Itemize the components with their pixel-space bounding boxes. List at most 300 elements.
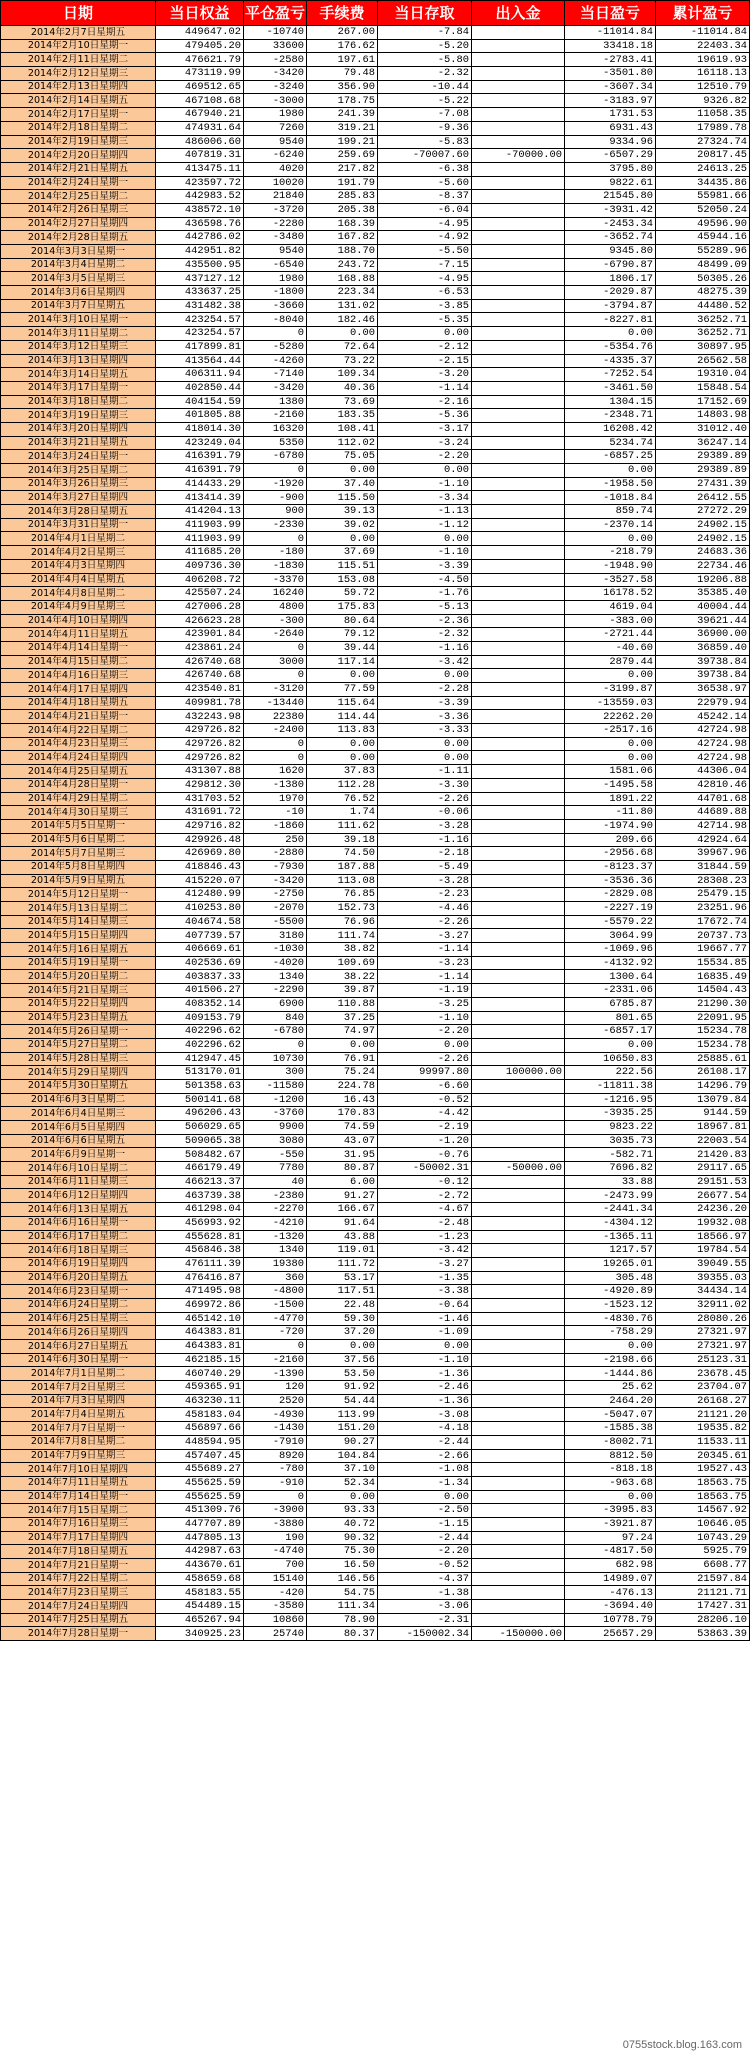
daily-pnl-cell: -2370.14 <box>565 518 656 532</box>
close-pnl-cell: 10730 <box>244 1052 307 1066</box>
equity-cell: 429926.48 <box>156 833 244 847</box>
equity-cell: 486006.60 <box>156 135 244 149</box>
daily-deposit-withdraw-cell: -5.80 <box>378 53 472 67</box>
fee-cell: 119.01 <box>307 1244 378 1258</box>
close-pnl-cell: 40 <box>244 1175 307 1189</box>
fund-transfer-cell <box>472 600 565 614</box>
daily-pnl-cell: 209.66 <box>565 833 656 847</box>
equity-cell: 426969.80 <box>156 847 244 861</box>
close-pnl-cell: 9540 <box>244 245 307 259</box>
fund-transfer-cell <box>472 765 565 779</box>
daily-pnl-cell: 1806.17 <box>565 272 656 286</box>
cumulative-pnl-cell: 10646.05 <box>656 1517 750 1531</box>
date-cell: 2014年4月4日星期五 <box>1 573 156 587</box>
table-row <box>1 217 750 231</box>
fee-cell: 183.35 <box>307 409 378 423</box>
daily-deposit-withdraw-cell: -5.36 <box>378 409 472 423</box>
close-pnl-cell: 0 <box>244 532 307 546</box>
daily-pnl-cell: -2227.19 <box>565 902 656 916</box>
fund-transfer-cell <box>472 518 565 532</box>
cumulative-pnl-cell: 22734.46 <box>656 559 750 573</box>
table-row <box>1 67 750 81</box>
date-cell: 2014年3月13日星期四 <box>1 354 156 368</box>
fund-transfer-cell <box>472 1079 565 1093</box>
cumulative-pnl-cell: 21420.83 <box>656 1148 750 1162</box>
cumulative-pnl-cell: 25123.31 <box>656 1353 750 1367</box>
equity-cell: 458183.55 <box>156 1586 244 1600</box>
daily-deposit-withdraw-cell: -1.16 <box>378 641 472 655</box>
daily-pnl-cell: -3501.80 <box>565 67 656 81</box>
close-pnl-cell: -2880 <box>244 847 307 861</box>
close-pnl-cell: -8040 <box>244 313 307 327</box>
cumulative-pnl-cell: 20737.73 <box>656 929 750 943</box>
table-row <box>1 1038 750 1052</box>
cumulative-pnl-cell: 19667.77 <box>656 943 750 957</box>
date-cell: 2014年3月25日星期二 <box>1 464 156 478</box>
fund-transfer-cell <box>472 1121 565 1135</box>
date-cell: 2014年2月26日星期三 <box>1 203 156 217</box>
fund-transfer-cell <box>472 915 565 929</box>
close-pnl-cell: 3180 <box>244 929 307 943</box>
daily-pnl-cell: 305.48 <box>565 1271 656 1285</box>
date-cell: 2014年4月15日星期二 <box>1 655 156 669</box>
date-cell: 2014年4月3日星期四 <box>1 559 156 573</box>
date-cell: 2014年6月16日星期一 <box>1 1216 156 1230</box>
date-cell: 2014年5月26日星期一 <box>1 1025 156 1039</box>
daily-deposit-withdraw-cell: -5.13 <box>378 600 472 614</box>
cumulative-pnl-cell: 45944.16 <box>656 231 750 245</box>
cumulative-pnl-cell: 42724.98 <box>656 724 750 738</box>
table-row <box>1 984 750 998</box>
fee-cell: 38.82 <box>307 943 378 957</box>
fee-cell: 167.82 <box>307 231 378 245</box>
fund-transfer-cell <box>472 354 565 368</box>
fund-transfer-cell <box>472 1134 565 1148</box>
daily-pnl-cell: 9823.22 <box>565 1121 656 1135</box>
daily-pnl-cell: -2956.68 <box>565 847 656 861</box>
date-cell: 2014年6月4日星期三 <box>1 1107 156 1121</box>
daily-deposit-withdraw-cell: -2.66 <box>378 1449 472 1463</box>
close-pnl-cell: -1380 <box>244 778 307 792</box>
daily-deposit-withdraw-cell: -2.31 <box>378 1613 472 1627</box>
close-pnl-cell: -1800 <box>244 286 307 300</box>
date-cell: 2014年6月24日星期二 <box>1 1298 156 1312</box>
fee-cell: 356.90 <box>307 80 378 94</box>
fund-transfer-cell <box>472 26 565 40</box>
equity-cell: 457407.45 <box>156 1449 244 1463</box>
daily-deposit-withdraw-cell: -1.38 <box>378 1586 472 1600</box>
equity-cell: 433637.25 <box>156 286 244 300</box>
fund-transfer-cell <box>472 505 565 519</box>
cumulative-pnl-cell: 36538.97 <box>656 683 750 697</box>
table-row <box>1 669 750 683</box>
fund-transfer-cell <box>472 1600 565 1614</box>
fee-cell: 285.83 <box>307 190 378 204</box>
daily-deposit-withdraw-cell: -7.08 <box>378 108 472 122</box>
cumulative-pnl-cell: 19619.93 <box>656 53 750 67</box>
fee-cell: 43.07 <box>307 1134 378 1148</box>
table-row <box>1 847 750 861</box>
fund-transfer-cell <box>472 1326 565 1340</box>
daily-pnl-cell: 1581.06 <box>565 765 656 779</box>
daily-pnl-cell: -3921.87 <box>565 1517 656 1531</box>
cumulative-pnl-cell: 53863.39 <box>656 1627 750 1641</box>
table-row <box>1 751 750 765</box>
table-row <box>1 833 750 847</box>
fee-cell: 73.69 <box>307 395 378 409</box>
fee-cell: 80.87 <box>307 1162 378 1176</box>
date-cell: 2014年3月3日星期一 <box>1 245 156 259</box>
fee-cell: 22.48 <box>307 1298 378 1312</box>
daily-pnl-cell: -1523.12 <box>565 1298 656 1312</box>
close-pnl-cell: -3480 <box>244 231 307 245</box>
date-cell: 2014年2月20日星期四 <box>1 149 156 163</box>
date-cell: 2014年4月17日星期四 <box>1 683 156 697</box>
fee-cell: 117.14 <box>307 655 378 669</box>
fee-cell: 39.18 <box>307 833 378 847</box>
daily-deposit-withdraw-cell: -3.17 <box>378 422 472 436</box>
daily-pnl-cell: -1585.38 <box>565 1422 656 1436</box>
fee-cell: 76.91 <box>307 1052 378 1066</box>
daily-deposit-withdraw-cell: -2.44 <box>378 1435 472 1449</box>
fund-transfer-cell <box>472 491 565 505</box>
daily-pnl-cell: -4304.12 <box>565 1216 656 1230</box>
equity-cell: 455625.59 <box>156 1476 244 1490</box>
daily-pnl-cell: 222.56 <box>565 1066 656 1080</box>
close-pnl-cell: -550 <box>244 1148 307 1162</box>
table-row <box>1 1340 750 1354</box>
equity-cell: 409736.30 <box>156 559 244 573</box>
date-cell: 2014年4月23日星期三 <box>1 737 156 751</box>
table-row <box>1 546 750 560</box>
close-pnl-cell: -3880 <box>244 1517 307 1531</box>
daily-pnl-cell: 9822.61 <box>565 176 656 190</box>
close-pnl-cell: 10860 <box>244 1613 307 1627</box>
daily-deposit-withdraw-cell: -5.60 <box>378 176 472 190</box>
equity-cell: 501358.63 <box>156 1079 244 1093</box>
date-cell: 2014年7月17日星期四 <box>1 1531 156 1545</box>
cumulative-pnl-cell: 21121.71 <box>656 1586 750 1600</box>
equity-cell: 426623.28 <box>156 614 244 628</box>
daily-pnl-cell: -2348.71 <box>565 409 656 423</box>
date-cell: 2014年3月10日星期一 <box>1 313 156 327</box>
daily-deposit-withdraw-cell: -3.39 <box>378 696 472 710</box>
cumulative-pnl-cell: 48275.39 <box>656 286 750 300</box>
daily-pnl-cell: 801.65 <box>565 1011 656 1025</box>
fund-transfer-cell <box>472 1216 565 1230</box>
fee-cell: 72.64 <box>307 340 378 354</box>
cumulative-pnl-cell: 29389.89 <box>656 450 750 464</box>
fund-transfer-cell <box>472 984 565 998</box>
fund-transfer-cell <box>472 902 565 916</box>
date-cell: 2014年6月23日星期一 <box>1 1285 156 1299</box>
date-cell: 2014年6月26日星期四 <box>1 1326 156 1340</box>
fee-cell: 37.10 <box>307 1463 378 1477</box>
equity-cell: 426740.68 <box>156 669 244 683</box>
equity-cell: 458183.04 <box>156 1408 244 1422</box>
date-cell: 2014年3月24日星期一 <box>1 450 156 464</box>
table-row <box>1 1011 750 1025</box>
cumulative-pnl-cell: 39621.44 <box>656 614 750 628</box>
fund-transfer-cell <box>472 1175 565 1189</box>
daily-pnl-cell: 0.00 <box>565 464 656 478</box>
cumulative-pnl-cell: 17152.69 <box>656 395 750 409</box>
daily-deposit-withdraw-cell: -4.92 <box>378 231 472 245</box>
date-cell: 2014年5月28日星期三 <box>1 1052 156 1066</box>
fee-cell: 111.72 <box>307 1257 378 1271</box>
date-cell: 2014年3月12日星期三 <box>1 340 156 354</box>
close-pnl-cell: 0 <box>244 737 307 751</box>
equity-cell: 423597.72 <box>156 176 244 190</box>
cumulative-pnl-cell: 20817.45 <box>656 149 750 163</box>
date-cell: 2014年5月12日星期一 <box>1 888 156 902</box>
fee-cell: 168.39 <box>307 217 378 231</box>
cumulative-pnl-cell: 22003.54 <box>656 1134 750 1148</box>
daily-deposit-withdraw-cell: -1.10 <box>378 1353 472 1367</box>
table-header <box>1 1 750 26</box>
fee-cell: 152.73 <box>307 902 378 916</box>
date-cell: 2014年3月19日星期三 <box>1 409 156 423</box>
close-pnl-cell: -4210 <box>244 1216 307 1230</box>
equity-cell: 442786.02 <box>156 231 244 245</box>
date-cell: 2014年3月20日星期四 <box>1 422 156 436</box>
equity-cell: 413475.11 <box>156 162 244 176</box>
close-pnl-cell: -3420 <box>244 381 307 395</box>
fee-cell: 0.00 <box>307 1038 378 1052</box>
daily-pnl-cell: 3064.99 <box>565 929 656 943</box>
fee-cell: 112.28 <box>307 778 378 792</box>
equity-cell: 402850.44 <box>156 381 244 395</box>
daily-pnl-cell: -3931.42 <box>565 203 656 217</box>
equity-cell: 429726.82 <box>156 737 244 751</box>
date-cell: 2014年7月28日星期一 <box>1 1627 156 1641</box>
daily-deposit-withdraw-cell: -150002.34 <box>378 1627 472 1641</box>
daily-pnl-cell: -2517.16 <box>565 724 656 738</box>
cumulative-pnl-cell: 22979.94 <box>656 696 750 710</box>
date-cell: 2014年2月14日星期五 <box>1 94 156 108</box>
close-pnl-cell: 10020 <box>244 176 307 190</box>
daily-deposit-withdraw-cell: -4.67 <box>378 1203 472 1217</box>
table-row <box>1 1093 750 1107</box>
daily-deposit-withdraw-cell: 0.00 <box>378 1490 472 1504</box>
fee-cell: 0.00 <box>307 532 378 546</box>
cumulative-pnl-cell: 16118.13 <box>656 67 750 81</box>
daily-pnl-cell: 0.00 <box>565 327 656 341</box>
blog-watermark: 0755stock.blog.163.com <box>622 2039 742 2051</box>
cumulative-pnl-cell: 36859.40 <box>656 641 750 655</box>
fund-transfer-cell <box>472 190 565 204</box>
equity-cell: 464383.81 <box>156 1340 244 1354</box>
fund-transfer-cell <box>472 53 565 67</box>
fee-cell: 54.44 <box>307 1394 378 1408</box>
fund-transfer-cell <box>472 368 565 382</box>
date-cell: 2014年6月20日星期五 <box>1 1271 156 1285</box>
daily-deposit-withdraw-cell: -2.20 <box>378 450 472 464</box>
fee-cell: 176.62 <box>307 39 378 53</box>
close-pnl-cell: 21840 <box>244 190 307 204</box>
fee-cell: 223.34 <box>307 286 378 300</box>
fee-cell: 39.44 <box>307 641 378 655</box>
close-pnl-cell: -1920 <box>244 477 307 491</box>
equity-cell: 414204.13 <box>156 505 244 519</box>
close-pnl-cell: -4020 <box>244 956 307 970</box>
fund-transfer-cell <box>472 1572 565 1586</box>
daily-pnl-cell: 3035.73 <box>565 1134 656 1148</box>
fund-transfer-cell <box>472 1422 565 1436</box>
close-pnl-cell: -1390 <box>244 1367 307 1381</box>
fund-transfer-cell: -70000.00 <box>472 149 565 163</box>
table-row <box>1 505 750 519</box>
table-row <box>1 956 750 970</box>
close-pnl-cell: -3120 <box>244 683 307 697</box>
close-pnl-cell: 4800 <box>244 600 307 614</box>
close-pnl-cell: 25740 <box>244 1627 307 1641</box>
fund-transfer-cell <box>472 1586 565 1600</box>
daily-deposit-withdraw-cell: 99997.80 <box>378 1066 472 1080</box>
equity-cell: 404674.58 <box>156 915 244 929</box>
daily-deposit-withdraw-cell: -1.36 <box>378 1367 472 1381</box>
close-pnl-cell: 4020 <box>244 162 307 176</box>
equity-cell: 410253.80 <box>156 902 244 916</box>
fee-cell: 175.83 <box>307 600 378 614</box>
cumulative-pnl-cell: 27431.39 <box>656 477 750 491</box>
close-pnl-cell: -780 <box>244 1463 307 1477</box>
fund-transfer-cell <box>472 792 565 806</box>
fee-cell: 111.34 <box>307 1600 378 1614</box>
fund-transfer-cell <box>472 1312 565 1326</box>
cumulative-pnl-cell: 52050.24 <box>656 203 750 217</box>
close-pnl-cell: -3240 <box>244 80 307 94</box>
fee-cell: 37.20 <box>307 1326 378 1340</box>
cumulative-pnl-cell: 42714.98 <box>656 819 750 833</box>
date-cell: 2014年4月10日星期四 <box>1 614 156 628</box>
table-row <box>1 1449 750 1463</box>
daily-pnl-cell: 25.62 <box>565 1381 656 1395</box>
table-row <box>1 1627 750 1641</box>
cumulative-pnl-cell: 42724.98 <box>656 751 750 765</box>
fee-cell: 115.50 <box>307 491 378 505</box>
close-pnl-cell: 1980 <box>244 272 307 286</box>
fund-transfer-cell <box>472 108 565 122</box>
cumulative-pnl-cell: 26677.54 <box>656 1189 750 1203</box>
table-row <box>1 299 750 313</box>
table-row <box>1 1435 750 1449</box>
fee-cell: 241.39 <box>307 108 378 122</box>
fee-cell: 79.48 <box>307 67 378 81</box>
date-cell: 2014年2月28日星期五 <box>1 231 156 245</box>
table-row <box>1 491 750 505</box>
date-cell: 2014年7月8日星期二 <box>1 1435 156 1449</box>
daily-deposit-withdraw-cell: -4.95 <box>378 217 472 231</box>
table-row <box>1 1107 750 1121</box>
fee-cell: 1.74 <box>307 806 378 820</box>
daily-pnl-cell: -963.68 <box>565 1476 656 1490</box>
daily-deposit-withdraw-cell: -3.25 <box>378 997 472 1011</box>
daily-deposit-withdraw-cell: 0.00 <box>378 669 472 683</box>
fund-transfer-cell <box>472 778 565 792</box>
fund-transfer-cell <box>472 381 565 395</box>
close-pnl-cell: 700 <box>244 1559 307 1573</box>
close-pnl-cell: -13440 <box>244 696 307 710</box>
close-pnl-cell: -2160 <box>244 409 307 423</box>
cumulative-pnl-cell: 14567.92 <box>656 1504 750 1518</box>
fund-transfer-cell <box>472 943 565 957</box>
cumulative-pnl-cell: 17672.74 <box>656 915 750 929</box>
date-cell: 2014年7月3日星期四 <box>1 1394 156 1408</box>
close-pnl-cell: -4770 <box>244 1312 307 1326</box>
close-pnl-cell: -4800 <box>244 1285 307 1299</box>
fee-cell: 37.56 <box>307 1353 378 1367</box>
cumulative-pnl-cell: 22403.34 <box>656 39 750 53</box>
daily-deposit-withdraw-cell: -0.64 <box>378 1298 472 1312</box>
fund-transfer-cell <box>472 587 565 601</box>
date-cell: 2014年4月18日星期五 <box>1 696 156 710</box>
fee-cell: 115.51 <box>307 559 378 573</box>
equity-cell: 412480.99 <box>156 888 244 902</box>
cumulative-pnl-cell: 15234.78 <box>656 1025 750 1039</box>
table-row <box>1 1490 750 1504</box>
daily-deposit-withdraw-cell: -3.42 <box>378 655 472 669</box>
date-cell: 2014年2月13日星期四 <box>1 80 156 94</box>
close-pnl-cell: -300 <box>244 614 307 628</box>
cumulative-pnl-cell: 11058.35 <box>656 108 750 122</box>
fee-cell: 90.27 <box>307 1435 378 1449</box>
daily-pnl-cell: 6931.43 <box>565 121 656 135</box>
close-pnl-cell: 7260 <box>244 121 307 135</box>
daily-deposit-withdraw-cell: -1.14 <box>378 943 472 957</box>
date-cell: 2014年6月5日星期四 <box>1 1121 156 1135</box>
table-row <box>1 1545 750 1559</box>
daily-pnl-cell: -40.60 <box>565 641 656 655</box>
fund-transfer-cell <box>472 1011 565 1025</box>
fee-cell: 59.30 <box>307 1312 378 1326</box>
fund-transfer-cell <box>472 532 565 546</box>
fund-transfer-cell <box>472 231 565 245</box>
cumulative-pnl-cell: 40004.44 <box>656 600 750 614</box>
date-cell: 2014年7月18日星期五 <box>1 1545 156 1559</box>
table-row <box>1 1326 750 1340</box>
equity-cell: 423861.24 <box>156 641 244 655</box>
table-row <box>1 1476 750 1490</box>
fee-cell: 53.17 <box>307 1271 378 1285</box>
table-body <box>1 26 750 1641</box>
cumulative-pnl-cell: 10743.29 <box>656 1531 750 1545</box>
date-cell: 2014年7月25日星期五 <box>1 1613 156 1627</box>
table-row <box>1 190 750 204</box>
equity-cell: 456993.92 <box>156 1216 244 1230</box>
daily-deposit-withdraw-cell: -0.12 <box>378 1175 472 1189</box>
daily-pnl-cell: 0.00 <box>565 532 656 546</box>
date-cell: 2014年2月25日星期二 <box>1 190 156 204</box>
daily-pnl-cell: 97.24 <box>565 1531 656 1545</box>
date-cell: 2014年2月10日星期一 <box>1 39 156 53</box>
fund-transfer-cell <box>472 1367 565 1381</box>
fund-transfer-cell <box>472 1476 565 1490</box>
close-pnl-cell: 0 <box>244 464 307 478</box>
cumulative-pnl-cell: 22091.95 <box>656 1011 750 1025</box>
fee-cell: 52.34 <box>307 1476 378 1490</box>
fee-cell: 109.34 <box>307 368 378 382</box>
daily-pnl-cell: 1731.53 <box>565 108 656 122</box>
equity-cell: 496206.43 <box>156 1107 244 1121</box>
date-cell: 2014年5月9日星期五 <box>1 874 156 888</box>
equity-cell: 407739.57 <box>156 929 244 943</box>
date-cell: 2014年4月16日星期三 <box>1 669 156 683</box>
daily-deposit-withdraw-cell: -1.15 <box>378 1517 472 1531</box>
close-pnl-cell: 0 <box>244 1340 307 1354</box>
fee-cell: 112.02 <box>307 436 378 450</box>
daily-deposit-withdraw-cell: -6.38 <box>378 162 472 176</box>
